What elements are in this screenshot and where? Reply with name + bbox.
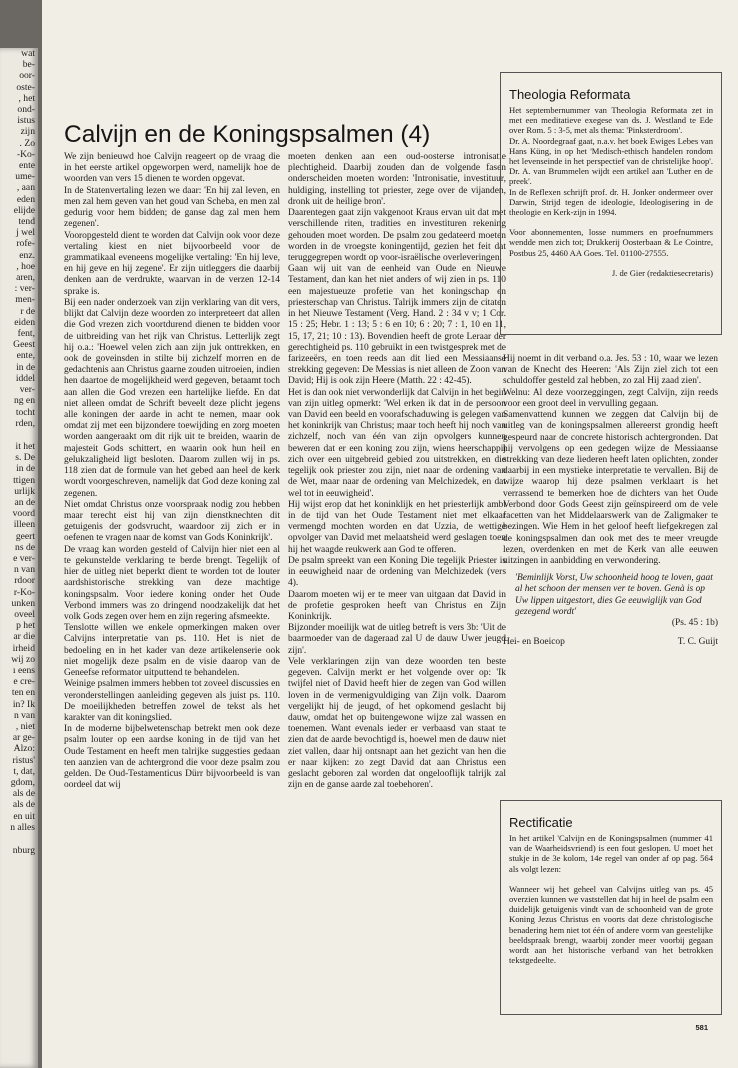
fragment-text: eden — [16, 193, 35, 205]
fragment-text: ı eens — [12, 664, 35, 676]
fragment-text: an de — [14, 496, 35, 508]
fragment-text: als de — [12, 799, 35, 811]
fragment-text: irheid — [12, 642, 35, 654]
fragment-text: nburg — [12, 845, 35, 857]
fragment-text: ar die — [13, 631, 35, 643]
fragment-text: ristus' — [12, 754, 35, 766]
fragment-text: gdom, — [10, 777, 35, 788]
fragment-text: tocht — [15, 406, 35, 418]
paragraph: Samenvattend kunnen we zeggen dat Calvijn bij de uitleg van de koningspsalmen allereerst grondig heeft gespeurd naar de concrete historisch achtergronden. Dat hij vervolgens op een gedegen wijze de Messiaanse strekking van deze liederen heeft laten oplichten, zonder daarbij in een mystieke interpretatie te vervallen. Bij de wijze waarop hij deze psalmen verklaart is het verrassend te bemerken hoe de dichters van het Oude Verbond door Gods Geest zijn geïnspireerd om de vele facetten van het Middelaarswerk van de Zaligmaker te bezingen. Wie Hem in het geloof heeft liefgekregen zal de koningspsalmen dan ook met des te meer vreugde lezen, overdenken en met de Kerk van alle eeuwen uitzingen in aanbidding en verwondering. — [503, 410, 718, 566]
box-heading: Theologia Reformata — [509, 87, 631, 102]
fragment-text: unken — [11, 597, 35, 609]
psalm-quote: 'Beminlijk Vorst, Uw schoonheid hoog te loven, gaat al het schoon der mensen ver te boven. Genà is op Uw lippen uitgestort, dies Ge eeuwiglijk van God gezegend wordt' — [515, 573, 713, 617]
quote-reference: (Ps. 45 : 1b) — [671, 618, 718, 629]
paragraph: In de Statenvertaling lezen we daar: 'En hij zal leven, en men zal hem geven van het goud van Scheba, en men zal gedurig voor hem bidden; de ganse dag zal men hem zegenen'. — [64, 185, 280, 230]
paragraph: Vele verklaringen zijn van deze woorden ten beste gegeven. Calvijn merkt er het volgende over op: 'Ik twijfel niet of David heeft hier de zegen van God willen loven in de vermenigvuldiging van Zijn volk. Daarom vergelijkt hij de jeugd, of het opkomend geslacht bij dauw, omdat het op buitengewone wijze zal wassen en toenemen. Want evenals ieder er verbaasd van staat te zien dat de aarde bevochtigd is, hoewel men de dauw niet ziet vallen, daar hij ontsnapt aan het gezicht van hen die er naar kijken: zo zegt David dat aan Christus een geslacht geboren zal worden dat ongelooflijk talrijk zal zijn en de ganse aarde zal toebehoren'. — [288, 656, 506, 791]
box-paragraph: In het artikel 'Calvijn en de Koningspsalmen (nummer 41 van de Waarheidsvriend) is een fout geslopen. U moet het stukje in de 3e kolom, 14e regel van onder af op pag. 564 als volgt lezen: — [509, 833, 713, 874]
fragment-text: oste- — [16, 81, 35, 93]
article-page — [42, 0, 738, 1068]
theologia-reformata-box — [500, 72, 722, 335]
fragment-text: in de — [16, 361, 35, 373]
paragraph: We zijn benieuwd hoe Calvijn reageert op de vraag die in het eerste artikel opgeworpen werd, namelijk hoe de woorden van vers 15 dienen te worden opgevat. — [64, 152, 280, 185]
box-paragraph: Dr. A. Noordegraaf gaat, n.a.v. het boek Ewiges Lebes van Hans Küng, in op het 'Medisch-ethisch handelen rondom het levenseinde in het perspectief van de christelijke hoop'. Dr. A. van Brummelen wijdt een artikel aan 'Luther en de preek'. — [509, 135, 713, 187]
fragment-text: wij zo — [11, 653, 35, 665]
paragraph: De vraag kan worden gesteld of Calvijn hier niet een al te gekunstelde verklaring te berde brengt. Tegelijk of hier de uitleg niet beperkt dient te worden tot de louter aardshistorische strekking van deze machtige koningspsalm. Voor iedere koning onder het Oude Verbond immers was zo dringend noodzakelijk dat het volk Gods zegen over hem en zijn regering afsmeekte. — [64, 544, 280, 622]
fragment-text: illeen — [13, 519, 35, 531]
fragment-text: Geest — [13, 339, 35, 351]
fragment-text: eiden — [14, 316, 35, 328]
fragment-text: r de — [20, 305, 35, 317]
box-paragraph: Wanneer wij het geheel van Calvijns uitleg van ps. 45 overzien kunnen we vaststellen dat hij in heel de psalm een duidelijk getuigenis vindt van de schoonheid van de grote Koning Jezus Christus en voorts dat deze christologische benadering hem niet tot één of andere vorm van geestelijke beeldspraak brengt, waarbij zonder meer voorbij gegaan wordt aan het historische verband van het betrokken tekstgedeelte. — [509, 883, 713, 966]
fragment-text: it het — [15, 440, 35, 452]
fragment-text: als de — [12, 788, 35, 800]
paragraph: Hij noemt in dit verband o.a. Jes. 53 : 10, waar we lezen van de Knecht des Heeren: 'Als Zijn ziel zich tot een schuldoffer gesteld zal hebben, zo zal Hij zaad zien'. — [503, 354, 718, 387]
fragment-text: n van — [13, 709, 35, 721]
fragment-text: ume- — [15, 171, 35, 183]
fragment-text: s. De — [15, 452, 35, 464]
fragment-text: voord — [12, 508, 35, 520]
paragraph: Gaan wij uit van de eenheid van Oude en Nieuwe Testament, dan kan het niet anders of wij zien in ps. 110 een majestueuze profetie van het koningschap en priesterschap van Christus. Talrijk immers zijn de citaten in het Nieuwe Testament (Verg. Hand. 2 : 34 v v; 1 Cor. 15 : 25; Hebr. 1 : 13; 5 : 6 en 10; 6 : 20; 7 : 1, 10 en 11, 15, 17, 21; 10 : 13). Bovendien heeft de grote Leraar der gerechtigheid ps. 110 gebruikt in een twistgesprek met de farizeeërs, en toen reeds aan dit lied een Messiaanse strekking gegeven: De Messias is niet alleen de Zoon van David; Hij is ook zijn Heere (Matth. 22 : 42-45). — [288, 264, 506, 387]
column-2 — [288, 152, 506, 791]
fragment-text: geert — [15, 530, 35, 542]
column-3 — [503, 354, 718, 648]
fragment-text: ver- — [19, 384, 35, 396]
fragment-text: -Ko- — [16, 148, 35, 160]
fragment-text: . Zo — [19, 137, 35, 149]
fragment-text: e cre- — [13, 676, 35, 688]
fragment-text: ng en — [13, 395, 35, 407]
paragraph: Niet omdat Christus onze voorspraak nodig zou hebben maar terecht eist hij van zijn dienstknechten dit getuigenis der godsvrucht, waardoor zij zich er in oefenen te vragen naar de komst van Gods Koninkrijk'. — [64, 499, 280, 544]
fragment-text: ar ge- — [12, 732, 35, 744]
fragment-text: n alles — [10, 821, 35, 833]
fragment-text: ttigen — [13, 474, 35, 486]
fragment-text: wat — [21, 48, 35, 59]
fragment-text: zijn — [20, 126, 35, 138]
fragment-text: ns de — [15, 541, 35, 553]
fragment-text: in? Ik — [12, 698, 35, 710]
signature-author: T. C. Guijt — [677, 637, 718, 648]
fragment-text: men- — [15, 294, 35, 306]
previous-page-edge — [0, 48, 38, 1068]
paragraph: Het is dan ook niet verwonderlijk dat Calvijn in het begin van zijn uitleg opmerkt: 'Wel erken ik dat in de persoon van David een beeld en voorafschaduwing is gelegen van het koninkrijk van Christus; maar toch heeft hij noch van zichzelf, noch van één van zijn opvolgers kunnen beweren dat er een koning zou zijn, wiens heerschappij zich over een uitgebreid gebied zou uitstrekken, en die tegelijk ook priester zou zijn, niet naar de ordening van de Wet, maar naar de ordening van Melchizedek, en dat wel tot in eeuwigheid'. — [288, 387, 506, 499]
fragment-text: , hoe — [16, 260, 35, 272]
paragraph: De psalm spreekt van een Koning Die tegelijk Priester is in eeuwigheid naar de ordening van Melchizedek (vers 4). — [288, 555, 506, 589]
fragment-text: ond- — [17, 104, 35, 116]
fragment-text: r-Ko- — [13, 586, 35, 598]
paragraph: Bij een nader onderzoek van zijn verklaring van dit vers, blijkt dat Calvijn deze woorden zo interpreteert dat allen die God vrezen zich voortdurend dienen te bidden voor de uitbreiding van het rijk van Christus. Letterlijk zegt hij o.a.: 'Hoewel velen zich aan zijn juk onttrekken, en ook de goveinsden in stilte bij zichzelf morren en de gedachtenis aan Christus gaarne zouden uitroeien, indien hen daartoe de mogelijkheid werd gegeven, betaamt toch aan allen die God vrezen een hartelijke liefde. En dat niet alleen omdat de Schrift beveelt deze plicht jegens alle koningen der aarde in acht te nemen, maar ook omdat zij met een bijzondere toewijding en zorg moeten worden aangeraakt om dit rijk uit te breiden, waarin de majesteit Gods schittert, en waarin ook hun heil en gelukzaligheid ligt besloten. Daarom zullen wij in ps. 118 zien dat de formule van het gebed aan heel de kerk wordt voorgeschreven, namelijk dat God deze koning zal zegenen. — [64, 297, 280, 499]
fragment-text: ten en — [11, 687, 35, 699]
fragment-text: : ver- — [14, 283, 35, 295]
fragment-text: rofe- — [16, 238, 35, 250]
column-1 — [64, 152, 280, 791]
fragment-text: ente, — [16, 350, 35, 362]
paragraph: Welnu: Al deze voorzeggingen, zegt Calvijn, zijn reeds voor een groot deel in vervulling gegaan. — [503, 387, 718, 409]
fragment-text: elijde — [13, 204, 35, 216]
paragraph: In de moderne bijbelwetenschap betrekt men ook deze psalm louter op een aardse koning in de tijd van het Oude Testament en heeft men talrijke suggesties gedaan ten aanzien van de achtergrond die voor deze psalm zou gelden. De Oud-Testamenticus Dürr bijvoorbeeld is van oordeel dat wij — [64, 724, 280, 791]
paragraph: Bijzonder moeilijk wat de uitleg betreft is vers 3b: 'Uit de baarmoeder van de dageraad zal U de dauw Uwer jeugd zijn'. — [288, 623, 506, 656]
fragment-text — [0, 833, 38, 845]
fragment-text: iddel — [15, 372, 35, 384]
fragment-text: oor- — [19, 70, 35, 82]
fragment-text: rden, — [15, 417, 35, 429]
paragraph: Vooropgesteld dient te worden dat Calvijn ook voor deze vertaling kiest en niet bijvoorbeeld voor de grammatikaal eveneens mogelijke vertaling: 'En hij leve, en hij geve en hij zegene'. Er zijn uitleggers die daarbij denken aan de verdrukte, waarvan in de verzen 12-14 sprake is. — [64, 230, 280, 297]
fragment-text: t, dat, — [13, 765, 35, 777]
signature-place: Hei- en Boeicop — [503, 637, 565, 648]
fragment-text: p het — [16, 620, 35, 632]
fragment-text: fent, — [17, 328, 35, 340]
fragment-text: in de — [16, 463, 35, 475]
box-paragraph: In de Reflexen schrijft prof. dr. H. Jonker ondermeer over Darwin, Strijd tegen de ideologie, Ideologisering in de theologie en Kerk-zijn in 1994. — [509, 186, 713, 218]
page-number: 581 — [695, 1023, 708, 1032]
fragment-text: j wel — [16, 227, 35, 239]
fragment-text: aren, — [16, 272, 35, 284]
fragment-text: be- — [22, 59, 35, 71]
fragment-text: oveel — [14, 608, 35, 620]
fragment-text: n van — [13, 564, 35, 576]
fragment-text: rdoor — [14, 575, 35, 587]
fragment-text — [0, 429, 38, 441]
fragment-text: urlijk — [14, 485, 35, 497]
box-signature: J. de Gier (redaktiesecretaris) — [611, 267, 713, 278]
fragment-text: tend — [18, 216, 35, 228]
fragment-text: , niet — [15, 720, 35, 732]
fragment-text: enz. — [19, 249, 35, 261]
paragraph: moeten denken aan een oud-oosterse intronisatie plechtigheid. Daarbij zouden dan de volgende fasen onderscheiden moeten worden: 'Intronisatie, investituur, huldiging, instelling tot priester, zege over de vijanden, dronk uit de heilige bron'. — [288, 152, 506, 207]
paragraph: Tenslotte willen we enkele opmerkingen maken over Calvijns interpretatie van ps. 110. Het is niet de bedoeling en in het kader van deze artikelenserie ook niet mogelijk deze psalm en de visie daarop van de Geneefse reformator uitputtend te behandelen. — [64, 623, 280, 679]
fragment-text: Alzo: — [13, 743, 35, 755]
fragment-text: istus — [17, 115, 35, 127]
paragraph: Daarentegen gaat zijn vakgenoot Kraus ervan uit dat met verschillende riten, tradities en investituren rekening gehouden moet worden. De psalm zou gedateerd moeten worden in de vroegste koningentijd, gezien het feit dat teruggegrepen wordt op voor-israëlische overleveringen. — [288, 208, 506, 263]
box-heading: Rectificatie — [509, 815, 573, 830]
fragment-text: e ver- — [13, 552, 35, 564]
fragment-text: en uit — [13, 810, 35, 822]
box-paragraph: Voor abonnementen, losse nummers en proefnummers wendde men zich tot; Drukkerij Oosterbaan & Le Cointre, Postbus 25, 4460 AA Goes. Tel. 01100-27555. — [509, 227, 713, 258]
fragment-text: , aan — [16, 182, 35, 194]
box-paragraph: Het septembernummer van Theologia Reformata zet in met een meditatieve exegese van ds. J. Westland te Ede over Rom. 5 : 3-5, met als thema: 'Pinksterdroom'. — [509, 105, 713, 136]
article-title: Calvijn en de Koningspsalmen (4) — [64, 121, 431, 148]
paragraph: Weinige psalmen immers hebben tot zoveel discussies en veronderstellingen aanleiding gegeven als juist ps. 110. De moeilijkheden betreffen zowel de tekst als het karakter van dit koningslied. — [64, 679, 280, 723]
fragment-text: , het — [18, 92, 35, 104]
paragraph: Daarom moeten wij er te meer van uitgaan dat David in de profetie gesproken heeft van Christus en Zijn Koninkrijk. — [288, 589, 506, 622]
paragraph: Hij wijst erop dat het koninklijk en het priesterlijk ambt in de tijd van het Oude Testament niet met elkaar vermengd mochten worden en dat Uzzia, de wettige opvolger van David met melaatsheid werd geslagen toen hij het waagde reukwerk aan God te offeren. — [288, 499, 506, 555]
rectificatie-box — [500, 800, 722, 1015]
fragment-text: ente — [19, 160, 35, 172]
